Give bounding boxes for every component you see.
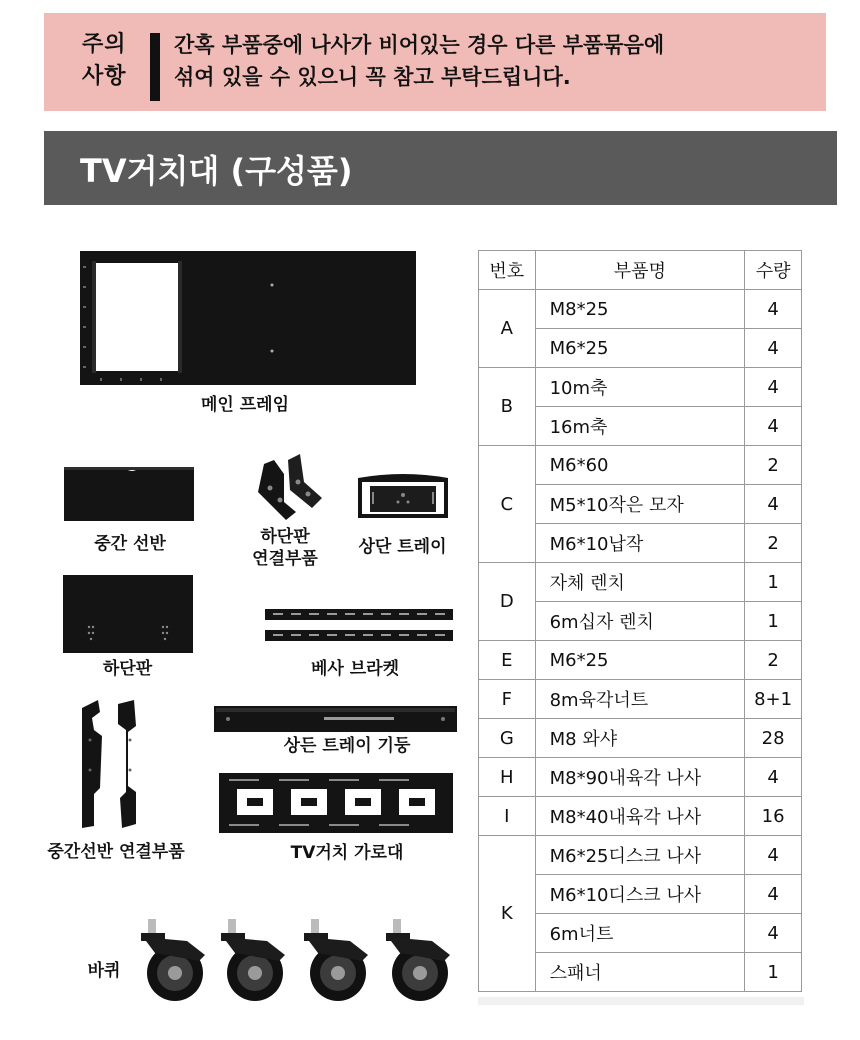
table-row xyxy=(479,836,802,875)
notice-box xyxy=(44,13,826,111)
vesa-bracket-label: 베사 브라켓 xyxy=(310,659,400,679)
part-qty: 2 xyxy=(745,524,802,563)
part-name: 10m축 xyxy=(535,368,745,407)
tv-crossbar-label: TV거치 가로대 xyxy=(290,843,404,863)
parts-table xyxy=(478,250,802,992)
middle-shelf-connector-image xyxy=(78,700,140,830)
bottom-connector-image xyxy=(244,452,326,524)
table-row xyxy=(479,758,802,797)
vesa-bracket-image xyxy=(265,605,453,645)
part-name: M8*90내육각 나사 xyxy=(535,758,745,797)
table-row xyxy=(479,290,802,329)
wheels-image xyxy=(135,915,460,1005)
part-name: M6*60 xyxy=(535,446,745,485)
part-name: M6*10납작 xyxy=(535,524,745,563)
group-code: F xyxy=(479,680,536,719)
part-qty: 1 xyxy=(745,563,802,602)
banner-title: TV거치대 (구성품) xyxy=(80,152,353,190)
group-code: I xyxy=(479,797,536,836)
main-frame-image xyxy=(80,251,416,385)
table-row xyxy=(479,368,802,407)
bottom-plate-label: 하단판 xyxy=(102,659,153,679)
notice-body xyxy=(174,29,664,93)
group-code: A xyxy=(479,290,536,368)
group-code: C xyxy=(479,446,536,563)
table-row xyxy=(479,563,802,602)
part-qty: 4 xyxy=(745,485,802,524)
group-code: G xyxy=(479,719,536,758)
part-qty: 2 xyxy=(745,446,802,485)
header-qty: 수량 xyxy=(745,251,802,290)
part-qty: 16 xyxy=(745,797,802,836)
part-qty: 8+1 xyxy=(745,680,802,719)
table-shadow xyxy=(478,997,804,1005)
middle-shelf-image xyxy=(64,463,194,521)
part-qty: 4 xyxy=(745,914,802,953)
part-qty: 1 xyxy=(745,602,802,641)
group-code: H xyxy=(479,758,536,797)
part-qty: 4 xyxy=(745,329,802,368)
part-qty: 4 xyxy=(745,836,802,875)
notice-heading xyxy=(82,29,134,93)
table-row xyxy=(479,641,802,680)
part-name: 8m육각너트 xyxy=(535,680,745,719)
notice-body-line1: 간혹 부품중에 나사가 비어있는 경우 다른 부품묶음에 xyxy=(174,33,665,57)
bottom-connector-label-line1: 하단판 xyxy=(260,527,310,547)
middle-shelf-connector-label: 중간선반 연결부품 xyxy=(47,842,185,862)
group-code: K xyxy=(479,836,536,992)
part-qty: 4 xyxy=(745,875,802,914)
notice-heading-line2: 사항 xyxy=(82,64,127,89)
part-qty: 1 xyxy=(745,953,802,992)
part-qty: 4 xyxy=(745,407,802,446)
group-code: D xyxy=(479,563,536,641)
part-name: M5*10작은 모자 xyxy=(535,485,745,524)
part-name: M6*25디스크 나사 xyxy=(535,836,745,875)
main-frame-label: 메인 프레임 xyxy=(200,395,290,415)
bottom-connector-label xyxy=(230,526,340,570)
group-code: E xyxy=(479,641,536,680)
part-qty: 4 xyxy=(745,368,802,407)
part-name: M8*40내육각 나사 xyxy=(535,797,745,836)
part-name: M6*10디스크 나사 xyxy=(535,875,745,914)
middle-shelf-label: 중간 선반 xyxy=(94,534,166,554)
table-row xyxy=(479,446,802,485)
top-tray-image xyxy=(358,472,448,518)
header-no: 번호 xyxy=(479,251,536,290)
notice-divider xyxy=(150,33,160,101)
part-name: 6m십자 렌치 xyxy=(535,602,745,641)
tv-crossbar-image xyxy=(219,773,453,833)
header-name: 부품명 xyxy=(535,251,745,290)
top-tray-pillar-image xyxy=(214,706,457,732)
bottom-connector-label-line2: 연결부품 xyxy=(252,549,318,569)
part-name: 6m너트 xyxy=(535,914,745,953)
notice-heading-line1: 주의 xyxy=(82,32,127,57)
bottom-plate-image xyxy=(63,575,193,653)
part-name: M8 와샤 xyxy=(535,719,745,758)
table-header-row xyxy=(479,251,802,290)
group-code: B xyxy=(479,368,536,446)
top-tray-label: 상단 트레이 xyxy=(358,537,447,557)
table-row xyxy=(479,680,802,719)
part-name: M8*25 xyxy=(535,290,745,329)
wheels-label: 바퀴 xyxy=(87,961,121,981)
part-qty: 2 xyxy=(745,641,802,680)
part-name: M6*25 xyxy=(535,641,745,680)
part-name: 자체 렌치 xyxy=(535,563,745,602)
top-tray-pillar-label: 상든 트레이 기둥 xyxy=(283,736,411,756)
table-row xyxy=(479,797,802,836)
part-qty: 28 xyxy=(745,719,802,758)
part-qty: 4 xyxy=(745,758,802,797)
part-qty: 4 xyxy=(745,290,802,329)
part-name: 스패너 xyxy=(535,953,745,992)
notice-body-line2: 섞여 있을 수 있으니 꼭 참고 부탁드립니다. xyxy=(174,65,571,89)
part-name: M6*25 xyxy=(535,329,745,368)
part-name: 16m축 xyxy=(535,407,745,446)
table-row xyxy=(479,719,802,758)
section-banner xyxy=(44,131,837,205)
